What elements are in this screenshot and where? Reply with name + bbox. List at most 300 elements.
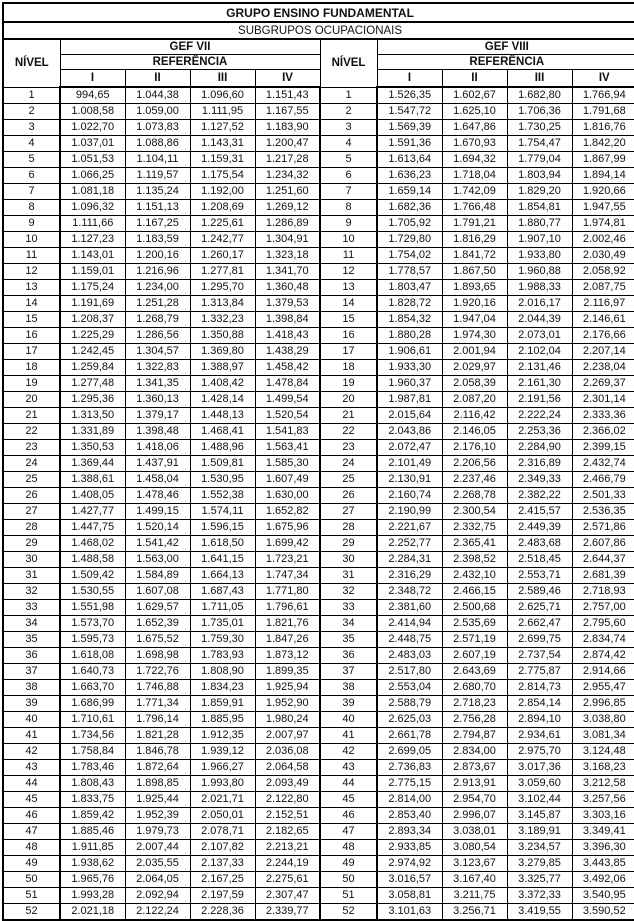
value-cell: 1.234,32 (255, 168, 320, 184)
value-cell: 1.551,98 (60, 600, 125, 616)
value-cell: 2.644,37 (572, 552, 634, 568)
table-row (3, 216, 634, 232)
value-cell: 1.899,35 (255, 664, 320, 680)
value-cell: 3.540,95 (572, 888, 634, 904)
nivel-cell: 13 (3, 280, 60, 296)
nivel-cell: 32 (3, 584, 60, 600)
value-cell: 1.859,42 (60, 808, 125, 824)
value-cell: 2.381,60 (377, 600, 442, 616)
nivel-cell: 46 (3, 808, 60, 824)
value-cell: 2.238,04 (572, 360, 634, 376)
value-cell: 1.872,64 (125, 760, 190, 776)
value-cell: 1.022,70 (60, 120, 125, 136)
value-cell: 1.269,12 (255, 200, 320, 216)
value-cell: 2.029,97 (442, 360, 507, 376)
value-cell: 1.388,61 (60, 472, 125, 488)
nivel-cell: 28 (3, 520, 60, 536)
nivel-cell: 37 (3, 664, 60, 680)
value-cell: 1.008,58 (60, 104, 125, 120)
value-cell: 3.234,57 (507, 840, 572, 856)
value-cell: 1.873,12 (255, 648, 320, 664)
value-cell: 1.960,37 (377, 376, 442, 392)
nivel-cell: 40 (320, 712, 377, 728)
value-cell: 2.333,36 (572, 408, 634, 424)
value-cell: 1.641,15 (190, 552, 255, 568)
value-cell: 1.607,08 (125, 584, 190, 600)
value-cell: 2.030,49 (572, 248, 634, 264)
value-cell: 1.629,57 (125, 600, 190, 616)
value-cell: 2.643,69 (442, 664, 507, 680)
value-cell: 1.251,28 (125, 296, 190, 312)
value-cell: 1.947,04 (442, 312, 507, 328)
nivel-cell: 12 (320, 264, 377, 280)
value-cell: 2.680,70 (442, 680, 507, 696)
value-cell: 1.369,80 (190, 344, 255, 360)
value-cell: 1.829,20 (507, 184, 572, 200)
value-cell: 3.372,33 (507, 888, 572, 904)
value-cell: 2.087,75 (572, 280, 634, 296)
value-cell: 1.847,26 (255, 632, 320, 648)
value-cell: 2.146,05 (442, 424, 507, 440)
value-cell: 3.212,58 (572, 776, 634, 792)
value-cell: 1.602,67 (442, 87, 507, 104)
nivel-cell: 22 (320, 424, 377, 440)
nivel-cell: 29 (3, 536, 60, 552)
value-cell: 1.260,17 (190, 248, 255, 264)
value-cell: 1.398,48 (125, 424, 190, 440)
value-cell: 2.366,02 (572, 424, 634, 440)
value-cell: 2.466,15 (442, 584, 507, 600)
value-cell: 1.993,80 (190, 776, 255, 792)
value-cell: 1.742,09 (442, 184, 507, 200)
nivel-cell: 24 (3, 456, 60, 472)
referencia-header-left: REFERÊNCIA (60, 55, 320, 70)
nivel-cell: 44 (3, 776, 60, 792)
nivel-cell: 52 (320, 904, 377, 921)
value-cell: 2.101,49 (377, 456, 442, 472)
value-cell: 3.443,85 (572, 856, 634, 872)
value-cell: 1.044,38 (125, 87, 190, 104)
value-cell: 1.754,47 (507, 136, 572, 152)
value-cell: 1.563,41 (255, 440, 320, 456)
value-cell: 1.652,39 (125, 616, 190, 632)
nivel-cell: 5 (3, 152, 60, 168)
ref-col-header: III (507, 70, 572, 88)
value-cell: 1.729,80 (377, 232, 442, 248)
value-cell: 2.182,65 (255, 824, 320, 840)
value-cell: 1.718,04 (442, 168, 507, 184)
value-cell: 1.771,80 (255, 584, 320, 600)
value-cell: 2.021,71 (190, 792, 255, 808)
value-cell: 3.303,16 (572, 808, 634, 824)
table-row (3, 488, 634, 504)
value-cell: 1.478,46 (125, 488, 190, 504)
value-cell: 2.854,14 (507, 696, 572, 712)
value-cell: 1.966,27 (190, 760, 255, 776)
value-cell: 2.275,61 (255, 872, 320, 888)
value-cell: 3.492,06 (572, 872, 634, 888)
value-cell: 2.853,40 (377, 808, 442, 824)
value-cell: 2.284,31 (377, 552, 442, 568)
value-cell: 1.867,50 (442, 264, 507, 280)
nivel-cell: 51 (3, 888, 60, 904)
nivel-cell: 46 (320, 808, 377, 824)
value-cell: 1.379,53 (255, 296, 320, 312)
value-cell: 1.682,80 (507, 87, 572, 104)
value-cell: 2.035,55 (125, 856, 190, 872)
value-cell: 2.064,58 (255, 760, 320, 776)
table-row (3, 584, 634, 600)
value-cell: 2.954,70 (442, 792, 507, 808)
nivel-cell: 6 (3, 168, 60, 184)
value-cell: 2.382,22 (507, 488, 572, 504)
value-cell: 1.796,14 (125, 712, 190, 728)
value-cell: 1.200,47 (255, 136, 320, 152)
value-cell: 2.284,90 (507, 440, 572, 456)
value-cell: 1.458,42 (255, 360, 320, 376)
value-cell: 1.893,65 (442, 280, 507, 296)
nivel-cell: 4 (3, 136, 60, 152)
value-cell: 1.569,39 (377, 120, 442, 136)
nivel-cell: 29 (320, 536, 377, 552)
ref-col-header: I (377, 70, 442, 88)
value-cell: 2.873,67 (442, 760, 507, 776)
nivel-cell: 47 (3, 824, 60, 840)
value-cell: 1.803,94 (507, 168, 572, 184)
value-cell: 1.952,90 (255, 696, 320, 712)
nivel-cell: 34 (320, 616, 377, 632)
nivel-cell: 26 (3, 488, 60, 504)
value-cell: 2.146,61 (572, 312, 634, 328)
value-cell: 1.664,13 (190, 568, 255, 584)
nivel-cell: 9 (3, 216, 60, 232)
nivel-cell: 17 (3, 344, 60, 360)
value-cell: 1.659,14 (377, 184, 442, 200)
value-cell: 2.894,10 (507, 712, 572, 728)
table-row (3, 792, 634, 808)
nivel-cell: 1 (3, 87, 60, 104)
nivel-cell: 45 (3, 792, 60, 808)
value-cell: 1.191,69 (60, 296, 125, 312)
value-cell: 2.775,87 (507, 664, 572, 680)
value-cell: 2.130,91 (377, 472, 442, 488)
value-cell: 2.607,86 (572, 536, 634, 552)
value-cell: 2.399,15 (572, 440, 634, 456)
table-row (3, 136, 634, 152)
nivel-cell: 7 (3, 184, 60, 200)
value-cell: 2.206,56 (442, 456, 507, 472)
nivel-cell: 25 (320, 472, 377, 488)
nivel-cell: 23 (320, 440, 377, 456)
value-cell: 2.500,68 (442, 600, 507, 616)
value-cell: 1.104,11 (125, 152, 190, 168)
value-cell: 1.730,25 (507, 120, 572, 136)
value-cell: 1.933,30 (377, 360, 442, 376)
nivel-cell: 28 (320, 520, 377, 536)
value-cell: 1.251,60 (255, 184, 320, 200)
value-cell: 3.590,52 (572, 904, 634, 921)
value-cell: 1.640,73 (60, 664, 125, 680)
nivel-cell: 13 (320, 280, 377, 296)
value-cell: 1.613,64 (377, 152, 442, 168)
value-cell: 1.907,10 (507, 232, 572, 248)
value-cell: 2.092,94 (125, 888, 190, 904)
value-cell: 1.705,92 (377, 216, 442, 232)
value-cell: 1.447,75 (60, 520, 125, 536)
value-cell: 2.191,56 (507, 392, 572, 408)
ref-columns-row (3, 70, 634, 88)
value-cell: 1.723,21 (255, 552, 320, 568)
value-cell: 1.438,29 (255, 344, 320, 360)
nivel-cell: 20 (320, 392, 377, 408)
nivel-cell: 39 (320, 696, 377, 712)
value-cell: 1.647,86 (442, 120, 507, 136)
value-cell: 1.369,44 (60, 456, 125, 472)
value-cell: 2.161,30 (507, 376, 572, 392)
ref-col-header: II (442, 70, 507, 88)
value-cell: 3.059,60 (507, 776, 572, 792)
value-cell: 2.102,04 (507, 344, 572, 360)
value-cell: 2.571,19 (442, 632, 507, 648)
value-cell: 1.520,14 (125, 520, 190, 536)
value-cell: 1.974,30 (442, 328, 507, 344)
value-cell: 2.996,85 (572, 696, 634, 712)
value-cell: 1.960,88 (507, 264, 572, 280)
nivel-cell: 11 (320, 248, 377, 264)
value-cell: 2.414,94 (377, 616, 442, 632)
table-row (3, 840, 634, 856)
nivel-cell: 52 (3, 904, 60, 921)
value-cell: 1.408,05 (60, 488, 125, 504)
value-cell: 1.980,24 (255, 712, 320, 728)
value-cell: 2.449,39 (507, 520, 572, 536)
value-cell: 1.151,43 (255, 87, 320, 104)
value-cell: 2.176,66 (572, 328, 634, 344)
value-cell: 2.466,79 (572, 472, 634, 488)
group-header-row (3, 39, 634, 55)
value-cell: 1.167,25 (125, 216, 190, 232)
nivel-header-right: NÍVEL (320, 39, 377, 87)
value-cell: 3.081,34 (572, 728, 634, 744)
value-cell: 1.127,23 (60, 232, 125, 248)
value-cell: 1.754,02 (377, 248, 442, 264)
value-cell: 1.584,89 (125, 568, 190, 584)
value-cell: 1.663,70 (60, 680, 125, 696)
value-cell: 3.124,48 (572, 744, 634, 760)
value-cell: 2.625,71 (507, 600, 572, 616)
value-cell: 2.432,10 (442, 568, 507, 584)
value-cell: 1.816,29 (442, 232, 507, 248)
value-cell: 1.530,55 (60, 584, 125, 600)
value-cell: 2.300,54 (442, 504, 507, 520)
nivel-cell: 32 (320, 584, 377, 600)
value-cell: 1.574,11 (190, 504, 255, 520)
value-cell: 1.037,01 (60, 136, 125, 152)
nivel-cell: 50 (320, 872, 377, 888)
nivel-cell: 49 (320, 856, 377, 872)
nivel-cell: 42 (3, 744, 60, 760)
value-cell: 1.846,78 (125, 744, 190, 760)
value-cell: 3.017,36 (507, 760, 572, 776)
table-row (3, 776, 634, 792)
value-cell: 2.756,28 (442, 712, 507, 728)
value-cell: 2.332,75 (442, 520, 507, 536)
value-cell: 1.766,94 (572, 87, 634, 104)
nivel-cell: 33 (320, 600, 377, 616)
table-row (3, 888, 634, 904)
value-cell: 1.808,90 (190, 664, 255, 680)
value-cell: 1.468,41 (190, 424, 255, 440)
value-cell: 1.286,89 (255, 216, 320, 232)
table-row (3, 200, 634, 216)
value-cell: 2.625,03 (377, 712, 442, 728)
value-cell: 3.080,54 (442, 840, 507, 856)
value-cell: 2.016,17 (507, 296, 572, 312)
value-cell: 1.509,81 (190, 456, 255, 472)
value-cell: 2.794,87 (442, 728, 507, 744)
value-cell: 2.167,25 (190, 872, 255, 888)
value-cell: 3.349,41 (572, 824, 634, 840)
table-title: GRUPO ENSINO FUNDAMENTAL (3, 3, 634, 22)
value-cell: 1.468,02 (60, 536, 125, 552)
nivel-cell: 30 (320, 552, 377, 568)
value-cell: 2.007,97 (255, 728, 320, 744)
value-cell: 1.867,99 (572, 152, 634, 168)
nivel-cell: 1 (320, 87, 377, 104)
value-cell: 1.987,81 (377, 392, 442, 408)
value-cell: 2.137,33 (190, 856, 255, 872)
value-cell: 1.360,13 (125, 392, 190, 408)
table-row (3, 616, 634, 632)
value-cell: 2.268,78 (442, 488, 507, 504)
nivel-cell: 15 (3, 312, 60, 328)
value-cell: 2.207,14 (572, 344, 634, 360)
value-cell: 2.553,04 (377, 680, 442, 696)
value-cell: 1.894,14 (572, 168, 634, 184)
table-row (3, 328, 634, 344)
value-cell: 1.175,54 (190, 168, 255, 184)
value-cell: 3.419,55 (507, 904, 572, 921)
table-row (3, 536, 634, 552)
value-cell: 1.808,43 (60, 776, 125, 792)
group-header-gef-vii: GEF VII (60, 39, 320, 55)
value-cell: 2.087,20 (442, 392, 507, 408)
nivel-cell: 11 (3, 248, 60, 264)
value-cell: 1.779,04 (507, 152, 572, 168)
value-cell: 2.737,54 (507, 648, 572, 664)
value-cell: 2.517,80 (377, 664, 442, 680)
value-cell: 2.116,42 (442, 408, 507, 424)
table-row (3, 264, 634, 280)
value-cell: 1.499,54 (255, 392, 320, 408)
nivel-cell: 40 (3, 712, 60, 728)
nivel-cell: 19 (320, 376, 377, 392)
nivel-cell: 51 (320, 888, 377, 904)
value-cell: 1.277,48 (60, 376, 125, 392)
value-cell: 2.398,52 (442, 552, 507, 568)
value-cell: 994,65 (60, 87, 125, 104)
value-cell: 1.051,53 (60, 152, 125, 168)
value-cell: 1.796,61 (255, 600, 320, 616)
table-row (3, 440, 634, 456)
value-cell: 1.332,23 (190, 312, 255, 328)
value-cell: 2.518,45 (507, 552, 572, 568)
ref-col-header: III (190, 70, 255, 88)
value-cell: 1.816,76 (572, 120, 634, 136)
value-cell: 1.722,76 (125, 664, 190, 680)
nivel-cell: 41 (3, 728, 60, 744)
value-cell: 2.874,42 (572, 648, 634, 664)
value-cell: 2.699,75 (507, 632, 572, 648)
nivel-cell: 8 (320, 200, 377, 216)
value-cell: 1.573,70 (60, 616, 125, 632)
nivel-cell: 10 (320, 232, 377, 248)
value-cell: 1.979,73 (125, 824, 190, 840)
value-cell: 2.661,78 (377, 728, 442, 744)
table-row (3, 104, 634, 120)
table-row (3, 472, 634, 488)
value-cell: 1.988,33 (507, 280, 572, 296)
table-row (3, 296, 634, 312)
value-cell: 3.123,67 (442, 856, 507, 872)
value-cell: 1.636,23 (377, 168, 442, 184)
table-row (3, 824, 634, 840)
value-cell: 1.242,45 (60, 344, 125, 360)
value-cell: 1.360,48 (255, 280, 320, 296)
value-cell: 2.058,92 (572, 264, 634, 280)
nivel-cell: 19 (3, 376, 60, 392)
value-cell: 2.415,57 (507, 504, 572, 520)
value-cell: 2.252,77 (377, 536, 442, 552)
value-cell: 2.607,19 (442, 648, 507, 664)
nivel-cell: 21 (3, 408, 60, 424)
value-cell: 1.687,43 (190, 584, 255, 600)
value-cell: 1.192,00 (190, 184, 255, 200)
value-cell: 1.759,30 (190, 632, 255, 648)
table-row (3, 760, 634, 776)
value-cell: 1.379,17 (125, 408, 190, 424)
value-cell: 1.547,72 (377, 104, 442, 120)
value-cell: 2.536,35 (572, 504, 634, 520)
nivel-cell: 45 (320, 792, 377, 808)
nivel-cell: 8 (3, 200, 60, 216)
value-cell: 1.478,84 (255, 376, 320, 392)
nivel-cell: 3 (320, 120, 377, 136)
nivel-cell: 25 (3, 472, 60, 488)
value-cell: 1.541,42 (125, 536, 190, 552)
value-cell: 2.269,37 (572, 376, 634, 392)
value-cell: 3.145,87 (507, 808, 572, 824)
table-row (3, 568, 634, 584)
value-cell: 3.211,75 (442, 888, 507, 904)
value-cell: 1.096,32 (60, 200, 125, 216)
value-cell: 3.038,80 (572, 712, 634, 728)
value-cell: 1.699,42 (255, 536, 320, 552)
table-row (3, 808, 634, 824)
nivel-cell: 38 (3, 680, 60, 696)
nivel-cell: 34 (3, 616, 60, 632)
table-title-row (3, 3, 634, 22)
value-cell: 1.947,55 (572, 200, 634, 216)
value-cell: 1.833,75 (60, 792, 125, 808)
value-cell: 2.078,71 (190, 824, 255, 840)
value-cell: 1.563,00 (125, 552, 190, 568)
value-cell: 1.216,96 (125, 264, 190, 280)
value-cell: 2.316,29 (377, 568, 442, 584)
table-row (3, 376, 634, 392)
value-cell: 1.803,47 (377, 280, 442, 296)
table-row (3, 344, 634, 360)
